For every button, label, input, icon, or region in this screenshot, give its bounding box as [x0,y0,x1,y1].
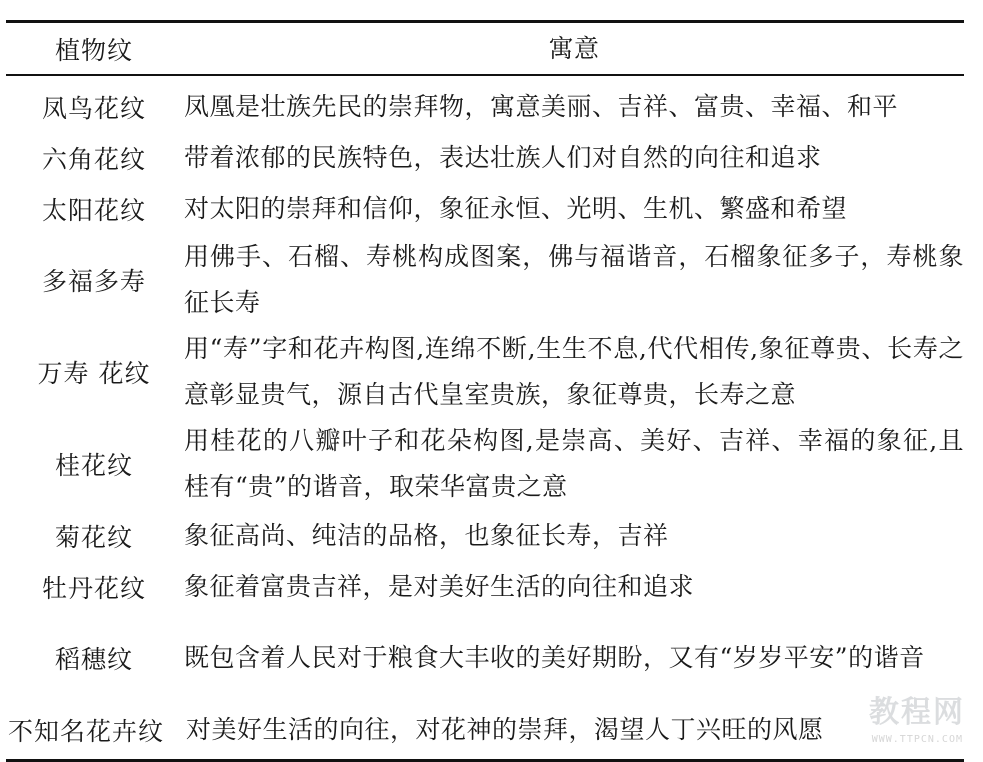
table-row [6,510,964,561]
plant-pattern-cell: 菊花纹 [54,522,133,552]
plant-pattern-cell: 稻穗纹 [54,645,133,674]
table-body [6,76,964,755]
plant-pattern-cell: 不知名花卉纹 [8,716,165,746]
meaning-cell: 象征着富贵吉祥，是对美好生活的向往和追求 [184,572,695,601]
watermark-logo-text: 教程网 [869,695,965,730]
table-row [6,183,964,234]
table-row [6,234,964,326]
table-row [6,418,964,510]
header-plant-pattern: 植物纹 [54,35,133,65]
table-row [6,81,964,132]
plant-pattern-cell: 万寿 花纹 [37,359,151,388]
plant-pattern-cell: 多福多寿 [41,267,146,296]
plant-pattern-cell: 太阳花纹 [41,195,146,225]
plant-pattern-cell: 桂花纹 [54,451,133,480]
meaning-cell: 用“寿”字和花卉构图,连绵不断,生生不息,代代相传,象征尊贵、长寿之意彰显贵气，源自古代皇室贵族，象征尊贵，长寿之意 [184,334,964,409]
table-row [6,561,964,612]
plant-pattern-cell: 六角花纹 [41,144,146,174]
meaning-cell: 用佛手、石榴、寿桃构成图案，佛与福谐音，石榴象征多子，寿桃象征长寿 [184,242,964,317]
meaning-cell: 凤凰是壮族先民的崇拜物，寓意美丽、吉祥、富贵、幸福、和平 [184,92,899,121]
header-meaning: 寓意 [548,34,600,63]
meaning-cell: 既包含着人民对于粮食大丰收的美好期盼，又有“岁岁平安”的谐音 [184,643,925,672]
table-header-row [6,23,964,74]
meaning-cell: 带着浓郁的民族特色，表达壮族人们对自然的向往和追求 [184,143,822,172]
meaning-cell: 用桂花的八瓣叶子和花朵构图,是崇高、美好、吉祥、幸福的象征,且桂有“贵”的谐音，取荣华富贵之意 [184,426,964,501]
meaning-cell: 对太阳的崇拜和信仰，象征永恒、光明、生机、繁盛和希望 [184,194,848,223]
meaning-cell: 对美好生活的向往，对花神的崇拜，渴望人丁兴旺的风愿 [186,715,824,744]
table-row [6,326,964,418]
plant-pattern-cell: 凤鸟花纹 [41,93,146,123]
site-watermark [785,685,965,745]
plant-pattern-table [6,20,964,762]
table-row [6,132,964,183]
plant-pattern-cell: 牡丹花纹 [41,573,146,603]
meaning-cell: 象征高尚、纯洁的品格，也象征长寿，吉祥 [184,521,669,550]
watermark-url: WWW.TTPCN.COM [871,734,963,745]
